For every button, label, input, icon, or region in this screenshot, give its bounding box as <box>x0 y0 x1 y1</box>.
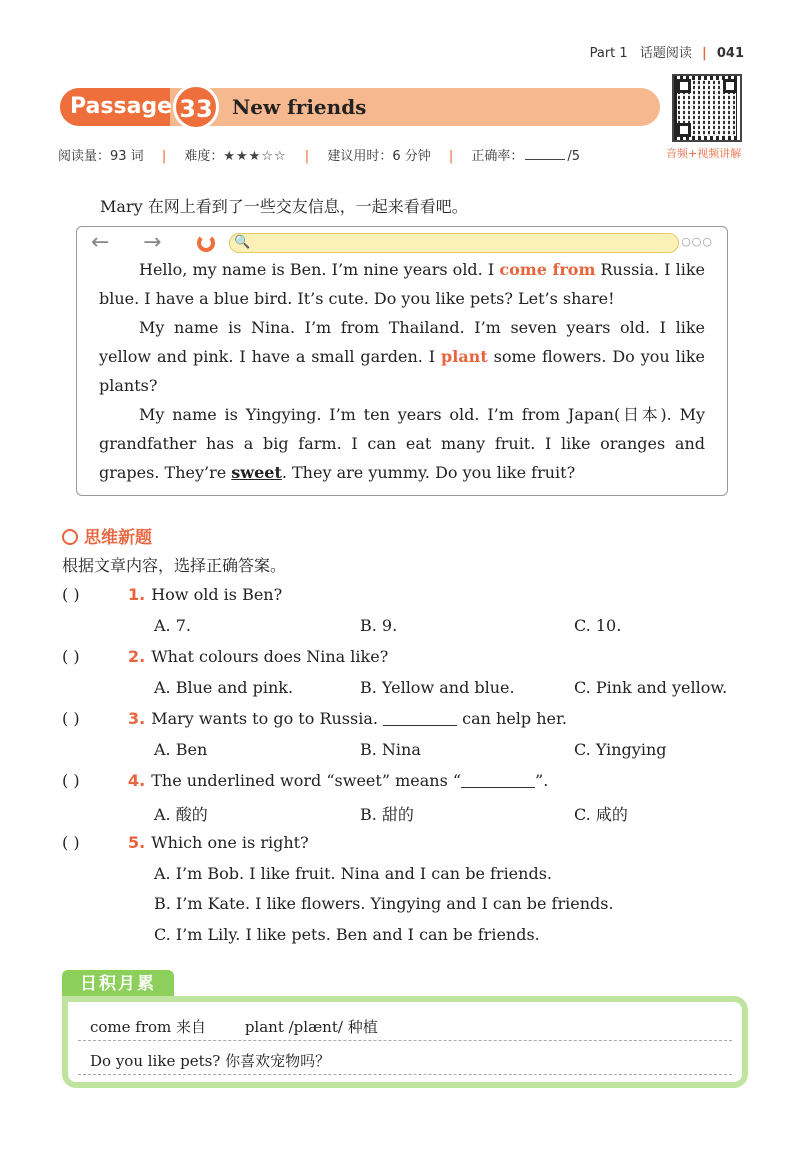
page-number: 041 <box>716 46 744 61</box>
passage-title: New friends <box>232 95 367 119</box>
option-c[interactable]: C. Yingying <box>574 740 667 759</box>
option-b[interactable]: B. 9. <box>360 616 398 635</box>
qr-caption: 音频+视频讲解 <box>666 147 742 160</box>
option-b[interactable]: B. Yellow and blue. <box>360 678 515 697</box>
difficulty-stars-icon: ★★★☆☆ <box>223 149 287 164</box>
passage-text: Russia. I like blue. I have a blue bird. It’s cute. Do you like pets? Let’s share! <box>99 260 705 308</box>
section-title-text: 思维新题 <box>84 528 152 548</box>
option-b[interactable]: B. I’m Kate. I like flowers. Yingying and I can be friends. <box>154 894 614 913</box>
option-a[interactable]: A. Ben <box>154 740 208 759</box>
vocab-come-from: come from 来自 <box>90 1018 207 1036</box>
dashed-divider <box>78 1074 732 1075</box>
question-3 <box>62 709 567 728</box>
fill-blank[interactable] <box>383 725 457 726</box>
passage-text: My name is Yingying. I’m ten years old. I’m from Japan(日本). My grandfather has a big farm. I can eat many fruit. I like oranges and grapes. They’re <box>99 405 705 482</box>
info-divider: | <box>161 149 167 164</box>
qr-corner-icon <box>677 79 691 93</box>
difficulty-label: 难度： <box>184 149 224 164</box>
passage-text: Hello, my name is Ben. I’m nine years old. I <box>139 260 500 279</box>
answer-blank[interactable]: ( ) <box>62 709 80 728</box>
passage-paragraph-nina <box>99 313 705 400</box>
option-a[interactable]: A. I’m Bob. I like fruit. Nina and I can be friends. <box>154 864 552 883</box>
vocab-line <box>90 1016 730 1037</box>
qr-corner-icon <box>677 123 691 137</box>
passage-text: . They are yummy. Do you like fruit? <box>281 463 576 482</box>
section-title <box>62 523 152 548</box>
option-a[interactable]: A. 7. <box>154 616 191 635</box>
question-4 <box>62 771 548 790</box>
back-arrow-icon[interactable]: ← <box>91 230 110 255</box>
answer-blank[interactable]: ( ) <box>62 833 80 852</box>
option-b[interactable]: B. 甜的 <box>360 805 414 824</box>
option-a[interactable]: A. Blue and pink. <box>154 678 294 697</box>
question-number: 3. <box>128 709 146 728</box>
passage-banner <box>60 88 660 126</box>
question-text: ”. <box>535 771 549 790</box>
question-text: can help her. <box>457 709 567 728</box>
accuracy-blank[interactable] <box>525 159 565 160</box>
question-number: 2. <box>128 647 146 666</box>
section-label: 话题阅读 <box>639 46 692 61</box>
passage-body <box>99 255 705 487</box>
question-number: 5. <box>128 833 146 852</box>
passage-paragraph-yingying <box>99 400 705 487</box>
option-c[interactable]: C. Pink and yellow. <box>574 678 728 697</box>
fill-blank[interactable] <box>461 787 535 788</box>
accuracy-total: /5 <box>567 149 581 164</box>
highlight-come-from: come from <box>499 260 596 279</box>
question-5 <box>62 833 309 852</box>
passage-text: some flowers. Do you like plants? <box>99 347 706 395</box>
word-count: 阅读量：93 词 <box>58 149 144 164</box>
suggested-time: 建议用时：6 分钟 <box>327 149 431 164</box>
answer-blank[interactable]: ( ) <box>62 585 80 604</box>
refresh-icon[interactable] <box>197 234 215 252</box>
intro-text: Mary 在网上看到了一些交友信息，一起来看看吧。 <box>100 197 468 216</box>
forward-arrow-icon[interactable]: → <box>143 230 162 255</box>
question-text: How old is Ben? <box>151 585 283 604</box>
question-text: Mary wants to go to Russia. <box>151 709 384 728</box>
qr-corner-icon <box>723 79 737 93</box>
answer-blank[interactable]: ( ) <box>62 771 80 790</box>
option-c[interactable]: C. 10. <box>574 616 622 635</box>
vocab-plant: plant /plænt/ 种植 <box>244 1018 378 1036</box>
highlight-plant: plant <box>441 347 488 366</box>
option-a[interactable]: A. 酸的 <box>154 805 208 824</box>
accuracy-label: 正确率： <box>471 149 524 164</box>
passage-number: 33 <box>173 84 219 130</box>
underlined-sweet: sweet <box>231 463 282 482</box>
option-c[interactable]: C. 咸的 <box>574 805 628 824</box>
option-c[interactable]: C. I’m Lily. I like pets. Ben and I can be friends. <box>154 925 540 944</box>
header-divider: | <box>701 46 707 61</box>
passage-label: Passage <box>60 88 170 126</box>
question-text: The underlined word “sweet” means “ <box>151 771 462 790</box>
browser-frame <box>76 226 728 496</box>
question-1 <box>62 585 282 604</box>
question-2 <box>62 647 388 666</box>
info-row <box>58 145 580 164</box>
qr-code-icon[interactable] <box>672 74 742 142</box>
browser-toolbar <box>87 231 717 257</box>
part-label: Part 1 <box>589 46 628 61</box>
dashed-divider <box>78 1040 732 1041</box>
option-b[interactable]: B. Nina <box>360 740 421 759</box>
address-bar[interactable] <box>229 233 679 253</box>
info-divider: | <box>304 149 310 164</box>
passage-paragraph-ben <box>99 255 705 313</box>
question-number: 1. <box>128 585 146 604</box>
question-text: Which one is right? <box>151 833 309 852</box>
pen-icon <box>62 529 78 545</box>
sentence-line: Do you like pets? 你喜欢宠物吗？ <box>90 1052 331 1070</box>
search-icon: 🔍 <box>234 235 251 250</box>
passage-text: My name is Nina. I’m from Thailand. I’m seven years old. I like yellow and pink. I have a small garden. I <box>99 318 705 366</box>
question-number: 4. <box>128 771 146 790</box>
instruction: 根据文章内容，选择正确答案。 <box>62 556 287 575</box>
accumulation-box <box>62 996 748 1088</box>
accumulation-label: 日积月累 <box>62 970 174 998</box>
answer-blank[interactable]: ( ) <box>62 647 80 666</box>
page-header <box>590 42 744 61</box>
more-dots-icon[interactable]: ○○○ <box>681 235 713 248</box>
question-text: What colours does Nina like? <box>151 647 389 666</box>
info-divider: | <box>448 149 454 164</box>
